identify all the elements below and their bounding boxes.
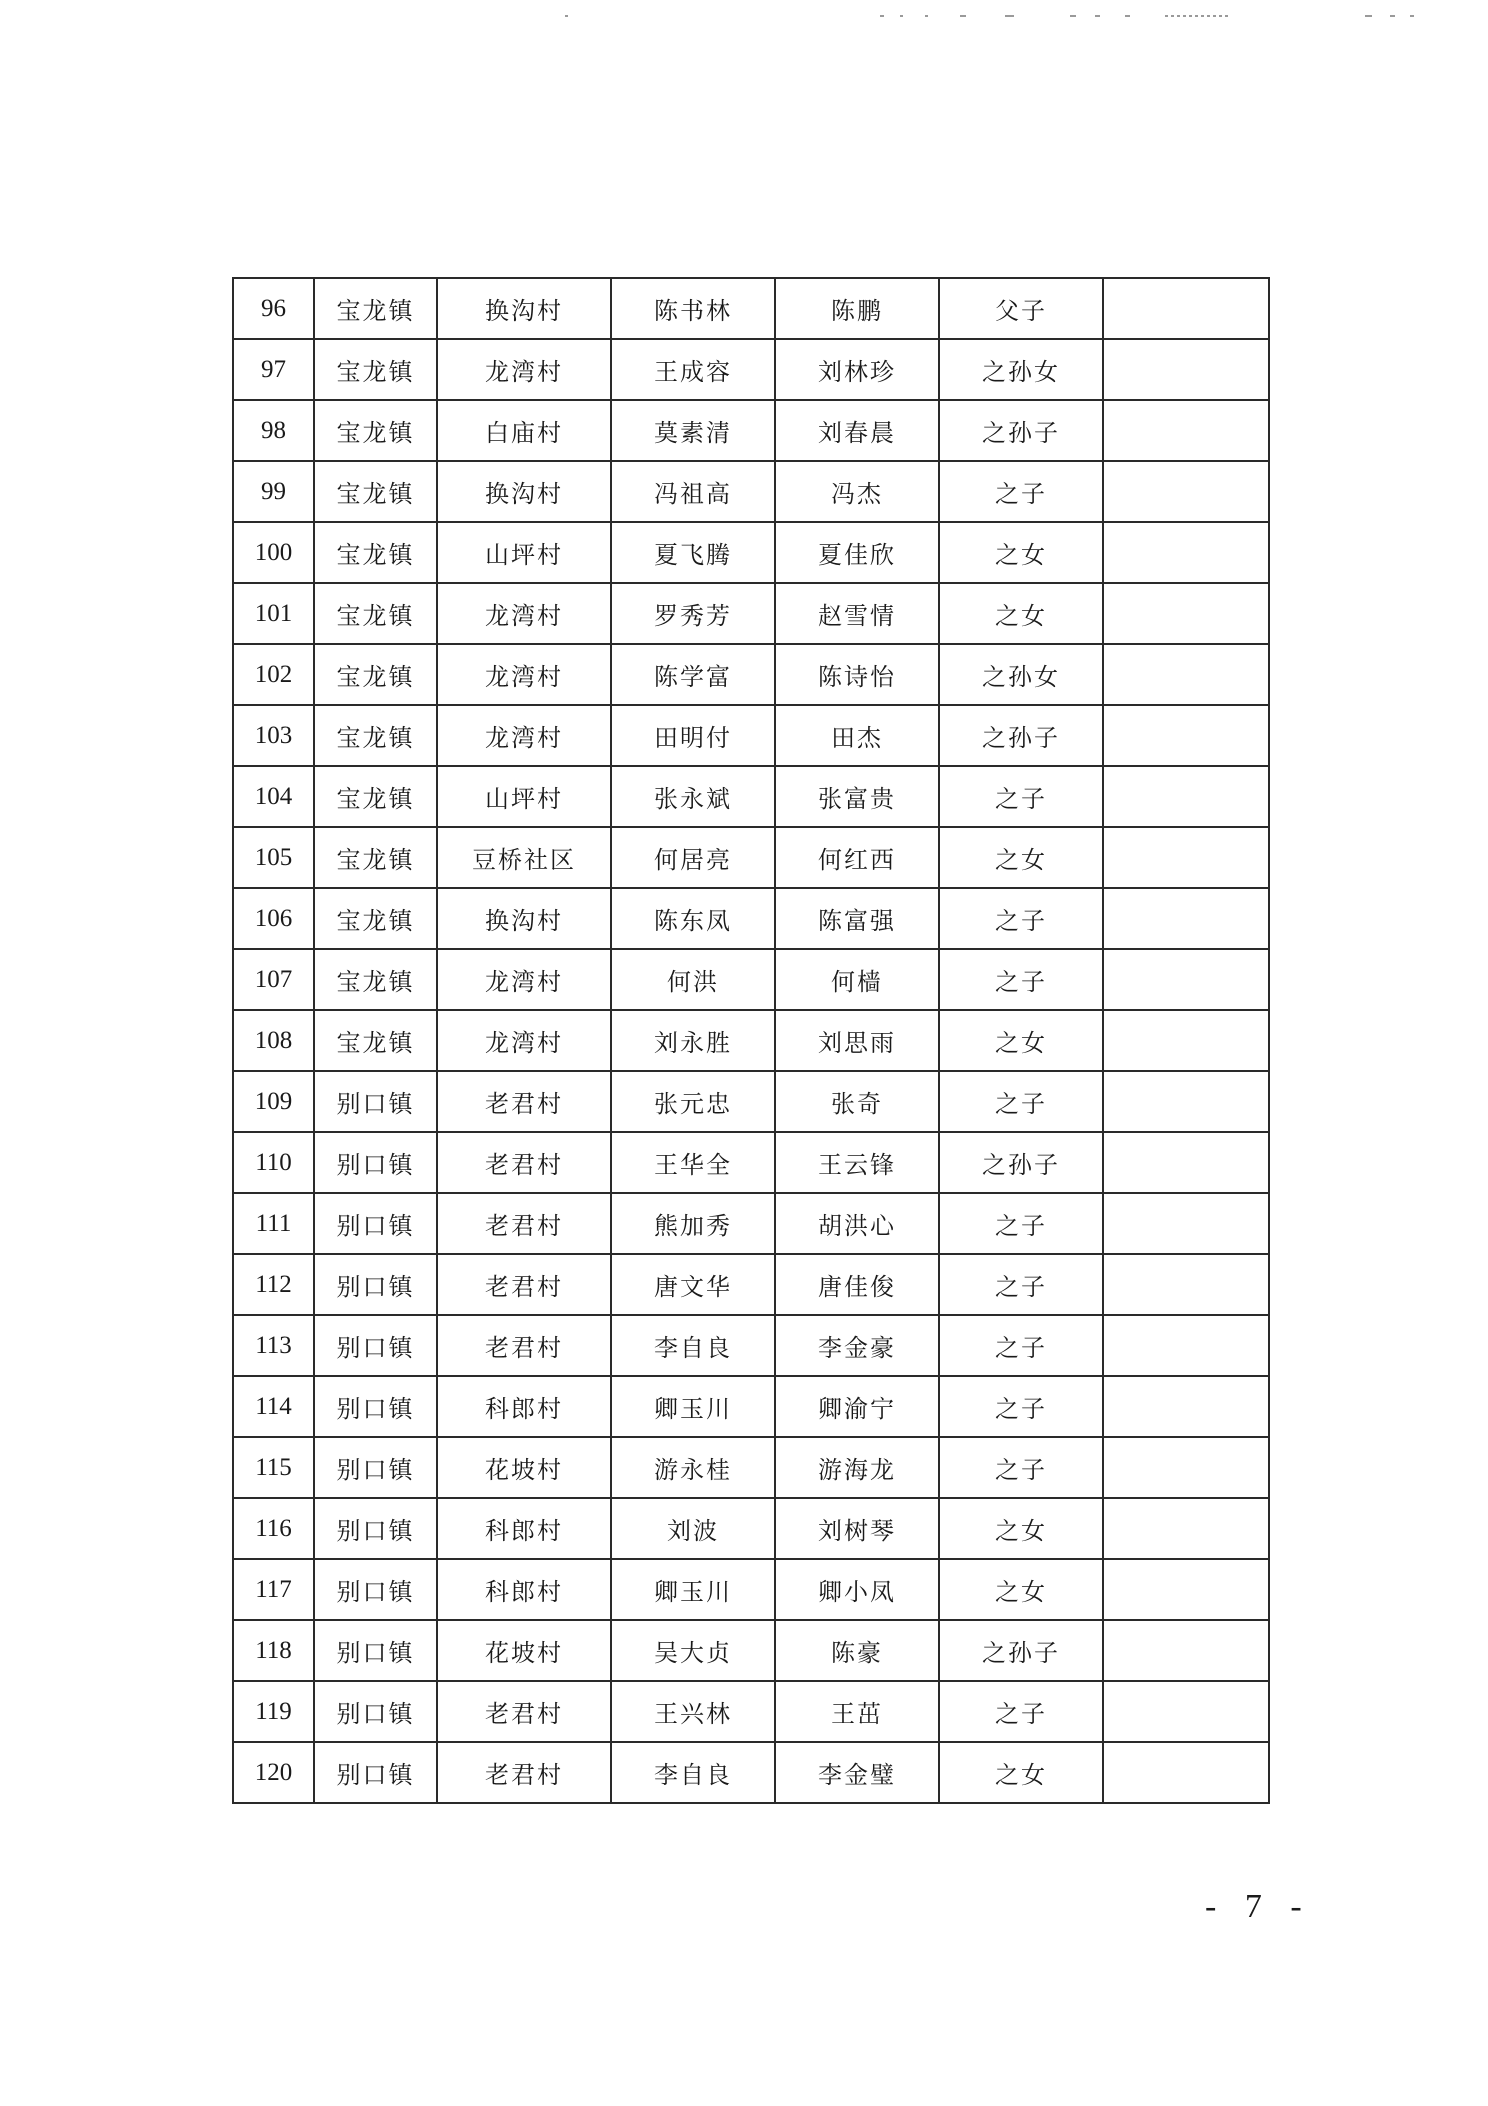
town-cell: 宝龙镇 [314,766,437,827]
child-name-cell: 刘林珍 [775,339,939,400]
parent-name-cell: 何洪 [611,949,775,1010]
note-cell [1103,766,1269,827]
town-cell: 别口镇 [314,1071,437,1132]
row-number: 103 [233,705,314,766]
note-cell [1103,1620,1269,1681]
parent-name-cell: 冯祖高 [611,461,775,522]
note-cell [1103,400,1269,461]
town-cell: 别口镇 [314,1681,437,1742]
child-name-cell: 何红西 [775,827,939,888]
child-name-cell: 刘思雨 [775,1010,939,1071]
row-number: 118 [233,1620,314,1681]
note-cell [1103,888,1269,949]
town-cell: 宝龙镇 [314,949,437,1010]
row-number: 113 [233,1315,314,1376]
village-cell: 老君村 [437,1681,611,1742]
table-row [233,1437,1269,1498]
table-row [233,705,1269,766]
relation-cell: 之子 [939,1315,1103,1376]
note-cell [1103,339,1269,400]
row-number: 96 [233,278,314,339]
note-cell [1103,644,1269,705]
household-list-table [232,277,1268,1804]
note-cell [1103,1315,1269,1376]
parent-name-cell: 何居亮 [611,827,775,888]
child-name-cell: 何樯 [775,949,939,1010]
village-cell: 龙湾村 [437,339,611,400]
relation-cell: 之子 [939,1681,1103,1742]
relation-cell: 之女 [939,522,1103,583]
table-row [233,1620,1269,1681]
relation-cell: 之女 [939,827,1103,888]
child-name-cell: 刘春晨 [775,400,939,461]
village-cell: 换沟村 [437,888,611,949]
parent-name-cell: 卿玉川 [611,1559,775,1620]
child-name-cell: 陈诗怡 [775,644,939,705]
village-cell: 白庙村 [437,400,611,461]
row-number: 106 [233,888,314,949]
note-cell [1103,583,1269,644]
relation-cell: 之女 [939,1559,1103,1620]
row-number: 120 [233,1742,314,1803]
village-cell: 科郎村 [437,1559,611,1620]
town-cell: 宝龙镇 [314,583,437,644]
relation-cell: 之孙子 [939,400,1103,461]
note-cell [1103,1193,1269,1254]
relation-cell: 之子 [939,461,1103,522]
row-number: 99 [233,461,314,522]
child-name-cell: 陈豪 [775,1620,939,1681]
village-cell: 老君村 [437,1132,611,1193]
relation-cell: 之子 [939,1254,1103,1315]
table-row [233,827,1269,888]
child-name-cell: 张富贵 [775,766,939,827]
parent-name-cell: 唐文华 [611,1254,775,1315]
village-cell: 老君村 [437,1742,611,1803]
parent-name-cell: 陈书林 [611,278,775,339]
table-row [233,1071,1269,1132]
table-row [233,766,1269,827]
parent-name-cell: 李自良 [611,1315,775,1376]
relation-cell: 之子 [939,1376,1103,1437]
child-name-cell: 李金豪 [775,1315,939,1376]
child-name-cell: 王茁 [775,1681,939,1742]
town-cell: 别口镇 [314,1437,437,1498]
note-cell [1103,1742,1269,1803]
village-cell: 科郎村 [437,1376,611,1437]
relation-cell: 之孙子 [939,1620,1103,1681]
village-cell: 龙湾村 [437,1010,611,1071]
relation-cell: 之子 [939,888,1103,949]
note-cell [1103,705,1269,766]
table-row [233,644,1269,705]
parent-name-cell: 刘波 [611,1498,775,1559]
row-number: 115 [233,1437,314,1498]
relation-cell: 之女 [939,1010,1103,1071]
table-row [233,1193,1269,1254]
table-body [233,278,1269,1803]
child-name-cell: 胡洪心 [775,1193,939,1254]
relation-cell: 之孙女 [939,339,1103,400]
table-row [233,583,1269,644]
page-number: - 7 - [1205,1888,1312,1925]
table-row [233,1559,1269,1620]
table-row [233,278,1269,339]
row-number: 102 [233,644,314,705]
village-cell: 花坡村 [437,1437,611,1498]
note-cell [1103,1254,1269,1315]
village-cell: 换沟村 [437,278,611,339]
table-row [233,400,1269,461]
child-name-cell: 刘树琴 [775,1498,939,1559]
relation-cell: 之孙女 [939,644,1103,705]
note-cell [1103,1010,1269,1071]
child-name-cell: 卿渝宁 [775,1376,939,1437]
scan-noise-marks [0,6,1488,26]
parent-name-cell: 李自良 [611,1742,775,1803]
town-cell: 宝龙镇 [314,339,437,400]
relation-cell: 之孙子 [939,1132,1103,1193]
town-cell: 宝龙镇 [314,827,437,888]
relation-cell: 之女 [939,583,1103,644]
child-name-cell: 陈富强 [775,888,939,949]
row-number: 105 [233,827,314,888]
row-number: 101 [233,583,314,644]
town-cell: 宝龙镇 [314,644,437,705]
row-number: 109 [233,1071,314,1132]
relation-cell: 之子 [939,766,1103,827]
row-number: 100 [233,522,314,583]
town-cell: 宝龙镇 [314,888,437,949]
relation-cell: 父子 [939,278,1103,339]
note-cell [1103,522,1269,583]
village-cell: 老君村 [437,1193,611,1254]
town-cell: 别口镇 [314,1315,437,1376]
town-cell: 宝龙镇 [314,400,437,461]
table-row [233,949,1269,1010]
table-row [233,522,1269,583]
row-number: 104 [233,766,314,827]
table-row [233,1315,1269,1376]
town-cell: 宝龙镇 [314,705,437,766]
parent-name-cell: 吴大贞 [611,1620,775,1681]
village-cell: 科郎村 [437,1498,611,1559]
relation-cell: 之子 [939,1437,1103,1498]
row-number: 112 [233,1254,314,1315]
parent-name-cell: 张永斌 [611,766,775,827]
relation-cell: 之孙子 [939,705,1103,766]
town-cell: 宝龙镇 [314,1010,437,1071]
table-row [233,1254,1269,1315]
child-name-cell: 田杰 [775,705,939,766]
parent-name-cell: 游永桂 [611,1437,775,1498]
town-cell: 别口镇 [314,1742,437,1803]
town-cell: 别口镇 [314,1620,437,1681]
parent-name-cell: 王成容 [611,339,775,400]
child-name-cell: 唐佳俊 [775,1254,939,1315]
parent-name-cell: 刘永胜 [611,1010,775,1071]
note-cell [1103,278,1269,339]
note-cell [1103,1132,1269,1193]
town-cell: 别口镇 [314,1193,437,1254]
parent-name-cell: 熊加秀 [611,1193,775,1254]
row-number: 108 [233,1010,314,1071]
relation-cell: 之子 [939,1193,1103,1254]
town-cell: 宝龙镇 [314,522,437,583]
village-cell: 山坪村 [437,766,611,827]
child-name-cell: 陈鹏 [775,278,939,339]
child-name-cell: 王云锋 [775,1132,939,1193]
row-number: 117 [233,1559,314,1620]
town-cell: 别口镇 [314,1254,437,1315]
table-row [233,461,1269,522]
row-number: 116 [233,1498,314,1559]
village-cell: 龙湾村 [437,705,611,766]
row-number: 110 [233,1132,314,1193]
parent-name-cell: 陈东凤 [611,888,775,949]
table-row [233,1132,1269,1193]
relation-cell: 之女 [939,1498,1103,1559]
town-cell: 别口镇 [314,1132,437,1193]
child-name-cell: 张奇 [775,1071,939,1132]
table-row [233,888,1269,949]
village-cell: 老君村 [437,1315,611,1376]
relation-cell: 之女 [939,1742,1103,1803]
child-name-cell: 夏佳欣 [775,522,939,583]
row-number: 111 [233,1193,314,1254]
note-cell [1103,827,1269,888]
parent-name-cell: 张元忠 [611,1071,775,1132]
town-cell: 宝龙镇 [314,278,437,339]
note-cell [1103,1498,1269,1559]
row-number: 98 [233,400,314,461]
note-cell [1103,1681,1269,1742]
table-row [233,1010,1269,1071]
note-cell [1103,949,1269,1010]
parent-name-cell: 王华全 [611,1132,775,1193]
table-row [233,1498,1269,1559]
village-cell: 老君村 [437,1254,611,1315]
note-cell [1103,1071,1269,1132]
relation-cell: 之子 [939,949,1103,1010]
parent-name-cell: 莫素清 [611,400,775,461]
village-cell: 山坪村 [437,522,611,583]
town-cell: 别口镇 [314,1376,437,1437]
parent-name-cell: 田明付 [611,705,775,766]
row-number: 119 [233,1681,314,1742]
town-cell: 宝龙镇 [314,461,437,522]
village-cell: 龙湾村 [437,583,611,644]
village-cell: 龙湾村 [437,949,611,1010]
note-cell [1103,461,1269,522]
town-cell: 别口镇 [314,1498,437,1559]
relation-cell: 之子 [939,1071,1103,1132]
row-number: 107 [233,949,314,1010]
village-cell: 龙湾村 [437,644,611,705]
village-cell: 花坡村 [437,1620,611,1681]
child-name-cell: 赵雪情 [775,583,939,644]
village-cell: 豆桥社区 [437,827,611,888]
parent-name-cell: 罗秀芳 [611,583,775,644]
child-name-cell: 冯杰 [775,461,939,522]
note-cell [1103,1437,1269,1498]
note-cell [1103,1559,1269,1620]
parent-name-cell: 王兴林 [611,1681,775,1742]
child-name-cell: 李金璧 [775,1742,939,1803]
parent-name-cell: 卿玉川 [611,1376,775,1437]
village-cell: 老君村 [437,1071,611,1132]
row-number: 97 [233,339,314,400]
village-cell: 换沟村 [437,461,611,522]
table-row [233,1742,1269,1803]
child-name-cell: 游海龙 [775,1437,939,1498]
child-name-cell: 卿小凤 [775,1559,939,1620]
table-row [233,1681,1269,1742]
parent-name-cell: 陈学富 [611,644,775,705]
row-number: 114 [233,1376,314,1437]
note-cell [1103,1376,1269,1437]
town-cell: 别口镇 [314,1559,437,1620]
table-row [233,1376,1269,1437]
table-row [233,339,1269,400]
parent-name-cell: 夏飞腾 [611,522,775,583]
